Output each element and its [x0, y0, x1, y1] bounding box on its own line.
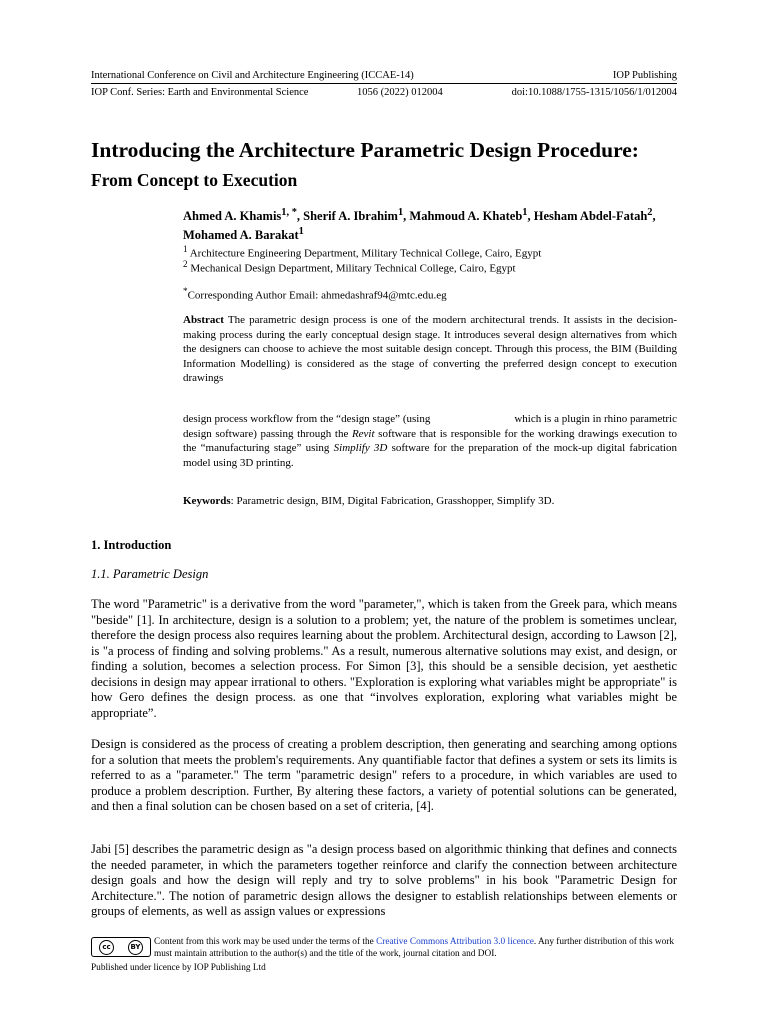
abstract-revit: Revit	[351, 427, 375, 440]
paper-title: Introducing the Architecture Parametric Design Procedure:	[91, 138, 639, 162]
author-sup: 1	[522, 207, 528, 218]
author-name: Mohamed A. Barakat	[183, 228, 299, 243]
section-heading: 1. Introduction	[91, 538, 172, 552]
paper-subtitle: From Concept to Execution	[91, 170, 298, 190]
abstract-text: which is a plugin in rhino parametric design software) passing through the	[183, 413, 678, 440]
corresponding-author	[183, 286, 447, 302]
abstract-text: The parametric design process is one of the modern architectural trends. It assists in the decision-making process during the early conceptual design stage. It introduces several design alternatives from which the designers can choose to achieve the most suitable design concept. Through this process, the BIM (Building Information Modelling) is considered as the stage of converting the preferred design concept to execution drawings	[183, 314, 677, 385]
doi-link[interactable]: doi:10.1088/1755-1315/1056/1/012004	[511, 87, 677, 98]
by-icon: BY	[128, 940, 143, 955]
author-name: Sherif A. Ibrahim	[303, 209, 398, 224]
abstract-workflow	[183, 412, 677, 470]
publisher-name: IOP Publishing	[612, 70, 677, 81]
body-paragraph-1: The word "Parametric" is a derivative from the word "parameter,", which is taken from the Greek para, which means "beside" [1]. In architecture, design is a solution to a problem; yet, the nature of the problem is sometimes unclear, therefore the design process also requires learning about the problem. Architectural design, according to Lawson [2], is "a process of finding and solving problems." As a result, numerous alternative solutions may exist, and design, or finding a solution, becomes a selection process. For Simon [3], this should be a sensible decision, yet aesthetic decisions in design may appear irrational to others. "Exploration is exploring what variables might be appropriate" is how Gero defines the design process. as one that “involves exploration, exploring what variables might be appropriate”.	[91, 597, 677, 720]
author-sup: 1, *	[281, 207, 297, 218]
conference-name: International Conference on Civil and Architecture Engineering (ICCAE-14)	[91, 70, 414, 81]
abstract-text: software that is responsible for the working drawings execution to the “manufacturing stage” using	[183, 427, 678, 455]
license-text: Content from this work may be used under the terms of the	[154, 937, 374, 947]
author-sup: 1	[298, 226, 304, 238]
license-note	[154, 937, 677, 960]
volume-info: 1056 (2022) 012004	[357, 87, 443, 98]
license-link[interactable]: Creative Commons Attribution 3.0 licence	[376, 937, 534, 947]
corresponding-email[interactable]: Corresponding Author Email: ahmedashraf94@mtc.edu.eg	[187, 289, 447, 302]
author-sup: 2	[647, 207, 653, 218]
cc-by-license-icon[interactable]	[91, 937, 151, 957]
abstract-simplify: Simplify 3D	[333, 442, 388, 455]
affiliation-sup: 1	[183, 244, 188, 254]
affiliation-text: Mechanical Design Department, Military Technical College, Cairo, Egypt	[190, 262, 516, 275]
series-name: IOP Conf. Series: Earth and Environmental Science	[91, 87, 309, 98]
author-name: Mahmoud A. Khateb	[409, 209, 523, 224]
abstract-label: Abstract	[183, 314, 224, 326]
abstract-text: software for the preparation of the mock-up digital fabrication model using 3D printing.	[183, 442, 677, 469]
corresponding-sup: *	[183, 286, 188, 296]
cc-icon: cc	[99, 940, 114, 955]
author-name: Ahmed A. Khamis	[183, 209, 282, 224]
subsection-heading: 1.1. Parametric Design	[91, 567, 209, 581]
affiliation-text: Architecture Engineering Department, Military Technical College, Cairo, Egypt	[189, 247, 542, 260]
author-sup: 1	[397, 207, 404, 218]
license-text: . Any further distribution of this work must maintain attribution to the author(s) and the title of the work, journal citation and DOI.	[154, 937, 675, 959]
abstract-text: design process workflow from the “design stage” (using	[183, 413, 431, 425]
author-name: Hesham Abdel-Fatah	[533, 209, 648, 224]
published-under: Published under licence by IOP Publishing Ltd	[91, 963, 266, 973]
keywords-label: Keywords	[183, 495, 231, 507]
body-paragraph-2: Design is considered as the process of creating a problem description, then generating and searching among options for a solution that meets the problem's requirements. Any quantifiable factor that defines a system or sets its limits is referred to as a "parameter." The term "parametric design" refers to a procedure, in which variables are used to produce a problem description. Further, By altering these factors, a variety of potential solutions can be generated, and then a final solution can be chosen based on a set of criteria, [4].	[91, 737, 677, 813]
abstract-block	[183, 313, 677, 386]
body-paragraph-3: Jabi [5] describes the parametric design as "a design process based on algorithmic thinking that defines and connects the needed parameter, in which the parameters together reinforce and clarify the connection between architecture design goals and how the design will reply and try to solve problems" in his book "Parametric Design for Architecture.". The notion of parametric design allows the designer to establish relationships between elements or groups of elements, as well as assign values or expressions	[91, 842, 677, 918]
affiliation-sup: 2	[183, 259, 188, 269]
header-rule	[91, 83, 677, 84]
keywords	[183, 495, 554, 507]
keywords-text: : Parametric design, BIM, Digital Fabrication, Grasshopper, Simplify 3D.	[230, 495, 555, 507]
author-list: Ahmed A. Khamis$^{1, *}$, Sherif A. Ibrahim$^1$, Mahmoud A. Khateb$^1$, Hesham Abdel-Fatah$^2$, Mohamed A. Barakat$^1$	[183, 207, 656, 243]
affiliation-2	[183, 257, 516, 276]
